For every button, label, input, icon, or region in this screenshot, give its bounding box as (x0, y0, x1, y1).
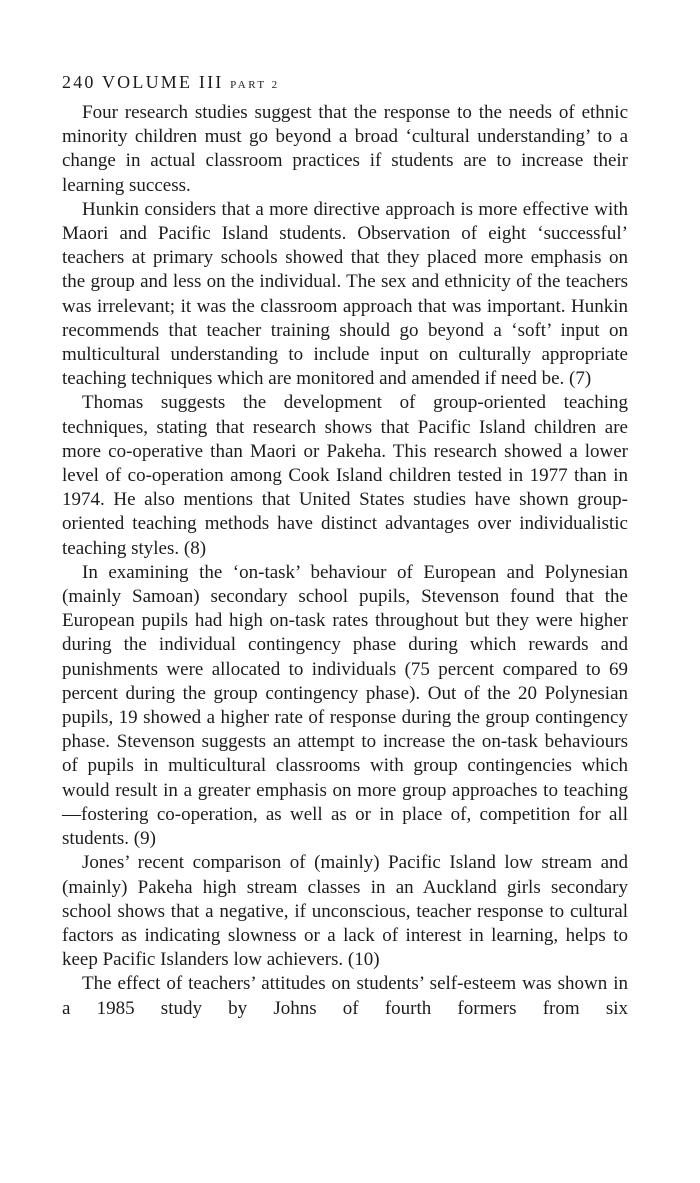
body-text (62, 101, 628, 1021)
paragraph-stevenson: In examining the ‘on-task’ behaviour of European and Polynesian (mainly Samoan) secondary school pupils, Stevenson found that the European pupils had high on-task rates throughout but they were higher during the individual contingency phase during which rewards and punishments were allocated to individuals (75 percent compared to 69 percent during the group contingency phase). Out of the 20 Polynesian pupils, 19 showed a higher rate of response during the group contingency phase. Stevenson suggests an attempt to increase the on-task behaviours of pupils in multicultural classrooms with group contingencies which would result in a greater emphasis on more group approaches to teaching—fostering co-operation, as well as or in place of, competition for all students. (9) (62, 561, 628, 850)
paragraph-intro: Four research studies suggest that the response to the needs of ethnic minority children must go beyond a broad ‘cultural understanding’ to a change in actual classroom practices if students are to increase their learning success. (62, 102, 628, 196)
paragraph-johns: The effect of teachers’ attitudes on students’ self-esteem was shown in a 1985 study by Johns of fourth formers from six (62, 973, 628, 1019)
paragraph-thomas: Thomas suggests the development of group-oriented teaching techniques, stating that research shows that Pacific Island children are more co-operative than Maori or Pakeha. This research showed a lower level of co-operation among Cook Island children tested in 1977 than in 1974. He also mentions that United States studies have shown group-oriented teaching methods have distinct advantages over individualistic teaching styles. (8) (62, 392, 628, 559)
paragraph-hunkin: Hunkin considers that a more directive approach is more effective with Maori and Pacific Island students. Observation of eight ‘successful’ teachers at primary schools showed that they placed more emphasis on the group and less on the individual. The sex and ethnicity of the teachers was irrelevant; it was the classroom approach that was important. Hunkin recommends that teacher training should go beyond a ‘soft’ input on multicultural understanding to include input on culturally appropriate teaching techniques which are monitored and amended if need be. (7) (62, 198, 628, 390)
page-number: 240 (62, 72, 96, 92)
running-head (62, 70, 628, 97)
page (62, 70, 628, 1021)
part-label: PART 2 (230, 79, 280, 91)
volume-label: VOLUME III (101, 72, 224, 92)
paragraph-jones: Jones’ recent comparison of (mainly) Pacific Island low stream and (mainly) Pakeha high stream classes in an Auckland girls secondary school shows that a negative, if unconscious, teacher response to cultural factors as indicating slowness or a lack of interest in learning, helps to keep Pacific Islanders low achievers. (10) (62, 852, 628, 971)
